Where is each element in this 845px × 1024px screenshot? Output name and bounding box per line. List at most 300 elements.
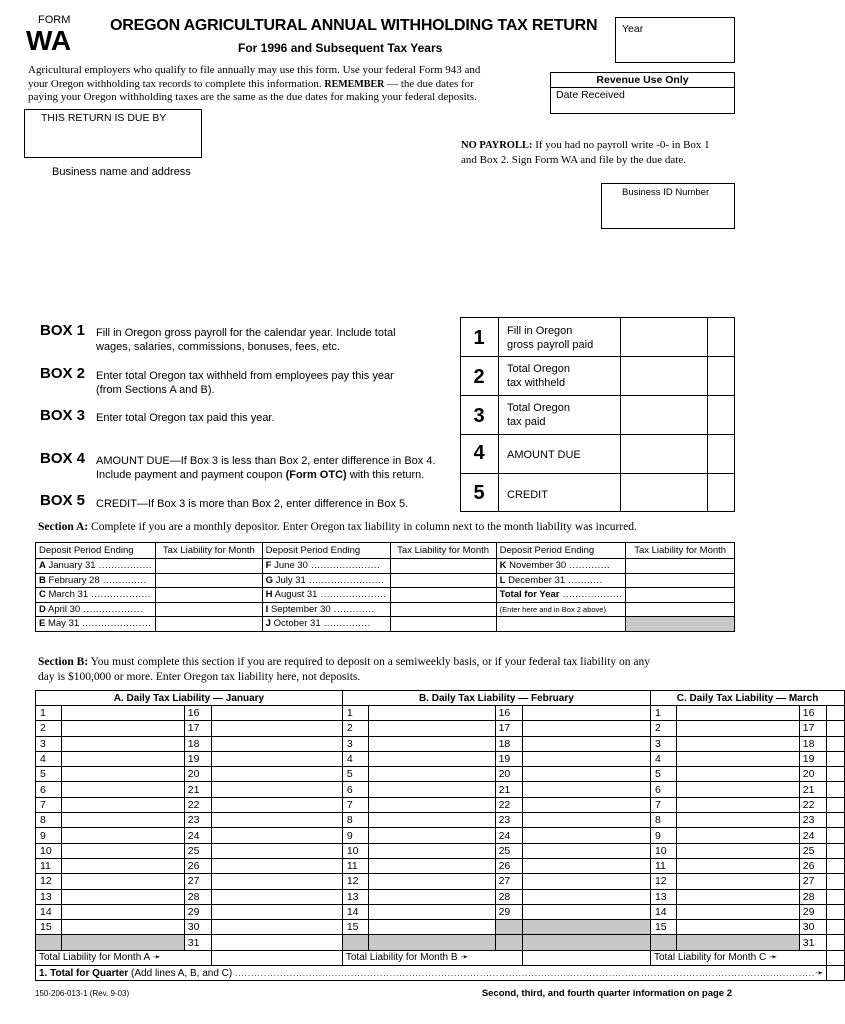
- sb-day-field-c[interactable]: [827, 736, 845, 751]
- sa-liability-l[interactable]: [626, 573, 735, 588]
- sb-shaded-cell: [650, 935, 676, 950]
- sb-day-number: 24: [495, 828, 523, 843]
- sb-day-number: 21: [184, 782, 212, 797]
- sb-day-number: 2: [342, 721, 368, 736]
- sa-period-i: I September 30 .............: [262, 602, 390, 617]
- sa-period-e: E May 31 ......................: [36, 617, 156, 632]
- sb-day-field-b[interactable]: [369, 721, 495, 736]
- sb-day-number: 7: [36, 797, 62, 812]
- intro-line-2: your Oregon withholding tax records to complete this information. REMEMBER — the due dates for: [28, 77, 474, 90]
- box4-number: 4: [473, 442, 485, 464]
- sb-day-field-a[interactable]: [212, 706, 342, 721]
- sb-day-number: [495, 920, 523, 935]
- sb-day-number: 30: [799, 920, 827, 935]
- sb-day-field-c[interactable]: [827, 767, 845, 782]
- sb-day-field-a[interactable]: [62, 706, 184, 721]
- box5-right-label: CREDIT: [507, 489, 548, 501]
- sb-day-field-a[interactable]: [212, 920, 342, 935]
- sb-day-field-c[interactable]: [827, 843, 845, 858]
- sb-day-number: 10: [36, 843, 62, 858]
- sb-day-field-a[interactable]: [62, 813, 184, 828]
- sb-day-field-a[interactable]: [62, 797, 184, 812]
- sb-day-field-b[interactable]: [523, 874, 651, 889]
- sb-day-field-a[interactable]: [62, 828, 184, 843]
- sa-col-liability-2: Tax Liability for Month: [390, 543, 496, 559]
- sb-day-field-c[interactable]: [827, 751, 845, 766]
- sb-day-number: 23: [495, 813, 523, 828]
- sb-day-field-c[interactable]: [827, 858, 845, 873]
- sa-empty-2: [496, 617, 626, 632]
- sb-day-number: 2: [650, 721, 676, 736]
- sb-header-march: C. Daily Tax Liability — March: [650, 691, 844, 706]
- sb-shaded-cell: [677, 935, 799, 950]
- sb-day-number: 27: [495, 874, 523, 889]
- sb-day-number: 14: [650, 904, 676, 919]
- box1-text: Fill in Oregon gross payroll for the calendar year. Include total wages, salaries, commissions, bonuses, fees, etc.: [96, 327, 396, 353]
- sb-day-field-b[interactable]: [523, 782, 651, 797]
- sb-day-field-a[interactable]: [212, 797, 342, 812]
- sb-day-number: 3: [342, 736, 368, 751]
- intro-line-3: paying your Oregon withholding taxes are the same as the due dates for making your federal deposits.: [28, 91, 477, 103]
- sa-liability-e[interactable]: [156, 617, 263, 632]
- sa-period-j: J October 31 ...............: [262, 617, 390, 632]
- sb-day-number: 31: [799, 935, 827, 950]
- sb-day-field-a[interactable]: [62, 920, 184, 935]
- sb-day-field-b[interactable]: [369, 874, 495, 889]
- sb-day-number: 17: [184, 721, 212, 736]
- sb-day-number: 29: [495, 904, 523, 919]
- section-a-title: Section A: Complete if you are a monthly depositor. Enter Oregon tax liability in column next to the month liability was incurred.: [38, 521, 637, 533]
- sb-day-field-c[interactable]: [677, 813, 799, 828]
- sb-day-field-a[interactable]: [212, 782, 342, 797]
- sb-day-field-c[interactable]: [677, 706, 799, 721]
- form-label: FORM: [38, 14, 71, 26]
- sb-day-field-c[interactable]: [677, 889, 799, 904]
- sb-day-field-b[interactable]: [369, 828, 495, 843]
- sb-day-row: [36, 813, 845, 828]
- sb-day-field-b[interactable]: [523, 736, 651, 751]
- sb-day-field-a[interactable]: [62, 782, 184, 797]
- sb-total-month-c-field[interactable]: [827, 950, 845, 965]
- sb-day-field-a[interactable]: [212, 767, 342, 782]
- sa-shaded-cell: [626, 617, 735, 632]
- sb-day-field-b[interactable]: [523, 843, 651, 858]
- sb-day-field-b[interactable]: [523, 706, 651, 721]
- sa-col-period-2: Deposit Period Ending: [262, 543, 390, 559]
- sb-day-field-b[interactable]: [369, 751, 495, 766]
- sb-day-number: 13: [342, 889, 368, 904]
- intro-text: [28, 64, 548, 105]
- sb-day-field-b[interactable]: [523, 904, 651, 919]
- sb-day-number: 17: [799, 721, 827, 736]
- box1-right-label: Fill in Oregon gross payroll paid: [507, 325, 594, 351]
- sb-day-number: 17: [495, 721, 523, 736]
- sb-day-number: 11: [36, 858, 62, 873]
- sb-day-number: 13: [650, 889, 676, 904]
- sb-day-number: 4: [342, 751, 368, 766]
- sb-day-field-c[interactable]: [677, 874, 799, 889]
- sb-day-field-b[interactable]: [523, 721, 651, 736]
- sa-period-l: L December 31 ...........: [496, 573, 626, 588]
- section-b-title: Section B: You must complete this section if you are required to deposit on a semiweekly basis, or if your federal tax liability on any day is $100,000 or more. Enter Oregon tax liability here, not deposits.: [38, 656, 650, 683]
- sb-day-number: 6: [342, 782, 368, 797]
- sb-day-field-c[interactable]: [827, 721, 845, 736]
- sb-shaded-cell: [523, 920, 651, 935]
- box4-amount-field[interactable]: [621, 435, 707, 473]
- sb-day-field-a[interactable]: [62, 889, 184, 904]
- sb-day-number: 2: [36, 721, 62, 736]
- sb-day-field-a[interactable]: [212, 813, 342, 828]
- sb-day-field-c[interactable]: [827, 889, 845, 904]
- sb-day-field-a[interactable]: [212, 843, 342, 858]
- sb-day-number: 20: [495, 767, 523, 782]
- sb-day-field-b[interactable]: [369, 920, 495, 935]
- sb-day-number: 24: [799, 828, 827, 843]
- sb-day-field-b[interactable]: [369, 858, 495, 873]
- sb-day-field-b[interactable]: [523, 797, 651, 812]
- box3-label: BOX 3: [40, 407, 86, 424]
- sb-day-number: 18: [495, 736, 523, 751]
- sa-col-period-1: Deposit Period Ending: [36, 543, 156, 559]
- sb-day-number: 12: [36, 874, 62, 889]
- sb-day-field-b[interactable]: [523, 813, 651, 828]
- sb-day-number: 7: [342, 797, 368, 812]
- sb-day-number: 18: [799, 736, 827, 751]
- sa-period-a: A January 31 .................: [36, 559, 156, 574]
- sb-day-number: 22: [799, 797, 827, 812]
- sb-shaded-cell: [342, 935, 368, 950]
- sb-day-number: 28: [799, 889, 827, 904]
- sb-shaded-cell: [369, 935, 495, 950]
- sb-day-number: 6: [36, 782, 62, 797]
- sb-day-number: 21: [495, 782, 523, 797]
- sb-day-field-a[interactable]: [62, 721, 184, 736]
- sb-day-number: 6: [650, 782, 676, 797]
- sa-liability-i[interactable]: [390, 602, 496, 617]
- business-name-label: Business name and address: [52, 166, 191, 178]
- sb-day-field-c[interactable]: [827, 874, 845, 889]
- sb-total-quarter: 1. Total for Quarter (Add lines A, B, and C) ....................................................................................................................................................................................➛: [36, 966, 827, 981]
- sb-day-row: [36, 751, 845, 766]
- sb-total-month-b: Total Liability for Month B ➛: [342, 950, 522, 965]
- box5-amount-field[interactable]: [621, 474, 707, 512]
- sa-period-g: G July 31 ........................: [262, 573, 390, 588]
- sb-shaded-cell: [523, 935, 651, 950]
- sb-day-field-a[interactable]: [62, 736, 184, 751]
- sb-day-number: 23: [184, 813, 212, 828]
- sb-day-field-b[interactable]: [523, 858, 651, 873]
- sb-day-field-b[interactable]: [369, 889, 495, 904]
- box5-label: BOX 5: [40, 492, 86, 509]
- sb-day-field-a[interactable]: [212, 858, 342, 873]
- sb-day-number: 29: [799, 904, 827, 919]
- sa-liability-b[interactable]: [156, 573, 263, 588]
- sb-day-field-c[interactable]: [827, 904, 845, 919]
- box3-right-label: Total Oregon tax paid: [507, 402, 570, 428]
- sb-day-row: [36, 736, 845, 751]
- business-id-label: Business ID Number: [622, 187, 710, 198]
- sb-day-number: 9: [650, 828, 676, 843]
- sb-day-number: 14: [36, 904, 62, 919]
- sa-liability-d[interactable]: [156, 602, 263, 617]
- box4-text: AMOUNT DUE—If Box 3 is less than Box 2, enter difference in Box 4. Include payment and payment coupon (Form OTC) with this return.: [96, 455, 436, 481]
- sb-day-field-b[interactable]: [523, 767, 651, 782]
- sb-day-field-c[interactable]: [677, 797, 799, 812]
- sb-day-number: 26: [184, 858, 212, 873]
- sb-day-field-b[interactable]: [369, 843, 495, 858]
- sb-day-number: 15: [36, 920, 62, 935]
- sb-day-number: 16: [184, 706, 212, 721]
- box3-amount-field[interactable]: [621, 396, 707, 434]
- sb-day-number: 8: [650, 813, 676, 828]
- sb-day-number: 27: [184, 874, 212, 889]
- business-id-field[interactable]: [601, 183, 735, 229]
- sb-day-field-c[interactable]: [677, 843, 799, 858]
- sb-day-field-c[interactable]: [827, 935, 845, 950]
- sb-day-number: 26: [495, 858, 523, 873]
- sb-day-number: 16: [799, 706, 827, 721]
- sb-day-field-b[interactable]: [523, 828, 651, 843]
- box3-text: Enter total Oregon tax paid this year.: [96, 412, 275, 424]
- sb-header-january: A. Daily Tax Liability — January: [36, 691, 343, 706]
- revenue-title: Revenue Use Only: [596, 74, 689, 86]
- due-by-label: THIS RETURN IS DUE BY: [41, 112, 167, 124]
- sb-day-field-c[interactable]: [677, 767, 799, 782]
- sb-day-number: 16: [495, 706, 523, 721]
- sb-day-number: 27: [799, 874, 827, 889]
- sb-day-row: [36, 874, 845, 889]
- sb-total-month-a: Total Liability for Month A ➛: [36, 950, 212, 965]
- sb-day-field-b[interactable]: [369, 706, 495, 721]
- sa-liability-g[interactable]: [390, 573, 496, 588]
- sb-day-field-c[interactable]: [827, 706, 845, 721]
- sb-day-field-c[interactable]: [677, 828, 799, 843]
- sb-day-number: 22: [184, 797, 212, 812]
- sa-liability-j[interactable]: [390, 617, 496, 632]
- sb-day-field-c[interactable]: [677, 721, 799, 736]
- due-by-box[interactable]: [24, 109, 202, 158]
- sb-day-number: 20: [799, 767, 827, 782]
- sb-day-number: 19: [799, 751, 827, 766]
- sa-period-h: H August 31 .....................: [262, 588, 390, 603]
- box1-amount-field[interactable]: [621, 318, 707, 356]
- box2-text: Enter total Oregon tax withheld from employees pay this year (from Sections A and B).: [96, 370, 394, 396]
- sb-day-number: 23: [799, 813, 827, 828]
- box3-number: 3: [473, 405, 485, 427]
- sb-total-month-b-field[interactable]: [523, 950, 651, 965]
- sb-day-number: 15: [342, 920, 368, 935]
- year-label: Year: [622, 23, 644, 35]
- sa-liability-c[interactable]: [156, 588, 263, 603]
- sb-day-number: 4: [650, 751, 676, 766]
- sa-enter-note: (Enter here and in Box 2 above): [496, 602, 626, 617]
- sb-day-number: 10: [650, 843, 676, 858]
- sb-day-field-c[interactable]: [677, 782, 799, 797]
- sa-period-c: C March 31 ...................: [36, 588, 156, 603]
- section-b-table: [35, 690, 845, 981]
- sb-day-number: 3: [36, 736, 62, 751]
- sb-day-field-b[interactable]: [369, 797, 495, 812]
- sa-col-period-3: Deposit Period Ending: [496, 543, 626, 559]
- sb-day-field-c[interactable]: [677, 751, 799, 766]
- sb-day-field-c[interactable]: [827, 813, 845, 828]
- sb-day-row: [36, 935, 845, 950]
- sb-day-number: 19: [184, 751, 212, 766]
- sa-liability-f[interactable]: [390, 559, 496, 574]
- sb-day-row: [36, 782, 845, 797]
- sb-day-field-b[interactable]: [369, 767, 495, 782]
- sb-day-field-a[interactable]: [62, 904, 184, 919]
- box5-text: CREDIT—If Box 3 is more than Box 2, enter difference in Box 5.: [96, 498, 409, 510]
- section-a-table: [35, 542, 735, 632]
- sb-day-number: 13: [36, 889, 62, 904]
- sb-shaded-cell: [36, 935, 62, 950]
- sb-day-number: 20: [184, 767, 212, 782]
- sb-day-number: 1: [650, 706, 676, 721]
- sb-day-number: 12: [650, 874, 676, 889]
- sb-day-field-a[interactable]: [212, 889, 342, 904]
- sb-day-number: 26: [799, 858, 827, 873]
- sb-day-field-c[interactable]: [827, 782, 845, 797]
- sb-day-number: 9: [36, 828, 62, 843]
- sb-day-field-a[interactable]: [62, 843, 184, 858]
- sa-total-year: Total for Year ...................: [496, 588, 626, 603]
- sb-day-number: 18: [184, 736, 212, 751]
- sb-day-number: 4: [36, 751, 62, 766]
- sb-day-field-a[interactable]: [62, 874, 184, 889]
- sb-day-number: 15: [650, 920, 676, 935]
- sb-day-field-b[interactable]: [523, 889, 651, 904]
- box5-number: 5: [473, 482, 485, 504]
- sb-day-field-c[interactable]: [677, 858, 799, 873]
- sb-day-field-a[interactable]: [212, 874, 342, 889]
- sa-period-k: K November 30 .............: [496, 559, 626, 574]
- sa-liability-h[interactable]: [390, 588, 496, 603]
- sa-period-d: D April 30 ...................: [36, 602, 156, 617]
- sb-day-field-a[interactable]: [62, 767, 184, 782]
- sb-day-field-b[interactable]: [369, 736, 495, 751]
- form-number: 150-206-013-1 (Rev. 9-03): [35, 989, 130, 998]
- sb-day-number: 10: [342, 843, 368, 858]
- sb-day-row: [36, 797, 845, 812]
- sa-liability-total-year[interactable]: [626, 588, 735, 603]
- sb-day-field-c[interactable]: [677, 904, 799, 919]
- sb-day-row: [36, 767, 845, 782]
- sa-liability-a[interactable]: [156, 559, 263, 574]
- sb-day-number: 3: [650, 736, 676, 751]
- page-title: OREGON AGRICULTURAL ANNUAL WITHHOLDING TAX RETURN: [110, 17, 598, 34]
- sb-day-number: 30: [184, 920, 212, 935]
- sb-day-row: [36, 904, 845, 919]
- sb-total-month-c: Total Liability for Month C ➛: [650, 950, 827, 965]
- sb-day-row: [36, 889, 845, 904]
- sb-day-field-a[interactable]: [212, 721, 342, 736]
- sb-day-field-b[interactable]: [369, 813, 495, 828]
- sb-day-number: 5: [342, 767, 368, 782]
- sb-day-field-a[interactable]: [212, 935, 342, 950]
- sb-day-number: 19: [495, 751, 523, 766]
- sb-day-field-a[interactable]: [212, 751, 342, 766]
- box2-label: BOX 2: [40, 365, 86, 382]
- sa-liability-k[interactable]: [626, 559, 735, 574]
- page-2-note: Second, third, and fourth quarter information on page 2: [481, 988, 732, 999]
- sb-day-field-c[interactable]: [677, 920, 799, 935]
- sb-day-field-a[interactable]: [212, 736, 342, 751]
- sb-day-number: 25: [184, 843, 212, 858]
- sa-col-liability-3: Tax Liability for Month: [626, 543, 735, 559]
- sb-day-number: 8: [36, 813, 62, 828]
- sb-day-number: 29: [184, 904, 212, 919]
- sb-day-row: [36, 920, 845, 935]
- sb-day-number: 7: [650, 797, 676, 812]
- sb-day-row: [36, 828, 845, 843]
- sb-day-number: 5: [36, 767, 62, 782]
- sb-day-field-c[interactable]: [827, 920, 845, 935]
- sb-day-number: 12: [342, 874, 368, 889]
- sb-day-number: 28: [184, 889, 212, 904]
- sb-day-number: 1: [36, 706, 62, 721]
- sb-day-number: 1: [342, 706, 368, 721]
- box2-amount-field[interactable]: [621, 357, 707, 395]
- sb-day-row: [36, 721, 845, 736]
- sb-day-number: 8: [342, 813, 368, 828]
- no-payroll-note: NO PAYROLL: If you had no payroll write -0- in Box 1 and Box 2. Sign Form WA and file by the due date.: [461, 139, 710, 166]
- sb-total-quarter-field[interactable]: [827, 966, 845, 981]
- date-received-label: Date Received: [556, 89, 625, 101]
- sb-day-row: [36, 706, 845, 721]
- sb-day-row: [36, 858, 845, 873]
- box4-right-label: AMOUNT DUE: [507, 449, 581, 461]
- sb-day-number: 25: [799, 843, 827, 858]
- sb-day-field-b[interactable]: [369, 782, 495, 797]
- sb-day-field-c[interactable]: [827, 797, 845, 812]
- sa-period-f: F June 30 ......................: [262, 559, 390, 574]
- box2-right-label: Total Oregon tax withheld: [507, 363, 570, 389]
- year-field[interactable]: [615, 17, 735, 63]
- page-subtitle: For 1996 and Subsequent Tax Years: [238, 41, 443, 55]
- sb-shaded-cell: [62, 935, 184, 950]
- sb-day-number: 31: [184, 935, 212, 950]
- sa-col-liability-1: Tax Liability for Month: [156, 543, 263, 559]
- sb-day-row: [36, 843, 845, 858]
- box4-label: BOX 4: [40, 450, 86, 467]
- sb-day-number: 9: [342, 828, 368, 843]
- sb-day-field-a[interactable]: [62, 751, 184, 766]
- sb-day-field-a[interactable]: [62, 858, 184, 873]
- box2-number: 2: [473, 366, 485, 388]
- sb-day-number: 25: [495, 843, 523, 858]
- revenue-use-only: [550, 72, 735, 114]
- form-code: WA: [26, 25, 72, 56]
- sb-day-field-b[interactable]: [523, 751, 651, 766]
- sb-day-field-c[interactable]: [827, 828, 845, 843]
- sb-day-number: 28: [495, 889, 523, 904]
- sb-day-field-a[interactable]: [212, 904, 342, 919]
- sb-day-number: 22: [495, 797, 523, 812]
- sb-total-month-a-field[interactable]: [212, 950, 342, 965]
- sb-day-field-c[interactable]: [677, 736, 799, 751]
- sb-day-field-b[interactable]: [369, 904, 495, 919]
- sb-header-february: B. Daily Tax Liability — February: [342, 691, 650, 706]
- sb-day-field-a[interactable]: [212, 828, 342, 843]
- sb-day-number: [495, 935, 523, 950]
- sb-day-number: 11: [342, 858, 368, 873]
- sb-day-number: 14: [342, 904, 368, 919]
- sb-day-number: 5: [650, 767, 676, 782]
- box1-label: BOX 1: [40, 322, 86, 339]
- sb-day-number: 24: [184, 828, 212, 843]
- sa-period-b: B February 28 ..............: [36, 573, 156, 588]
